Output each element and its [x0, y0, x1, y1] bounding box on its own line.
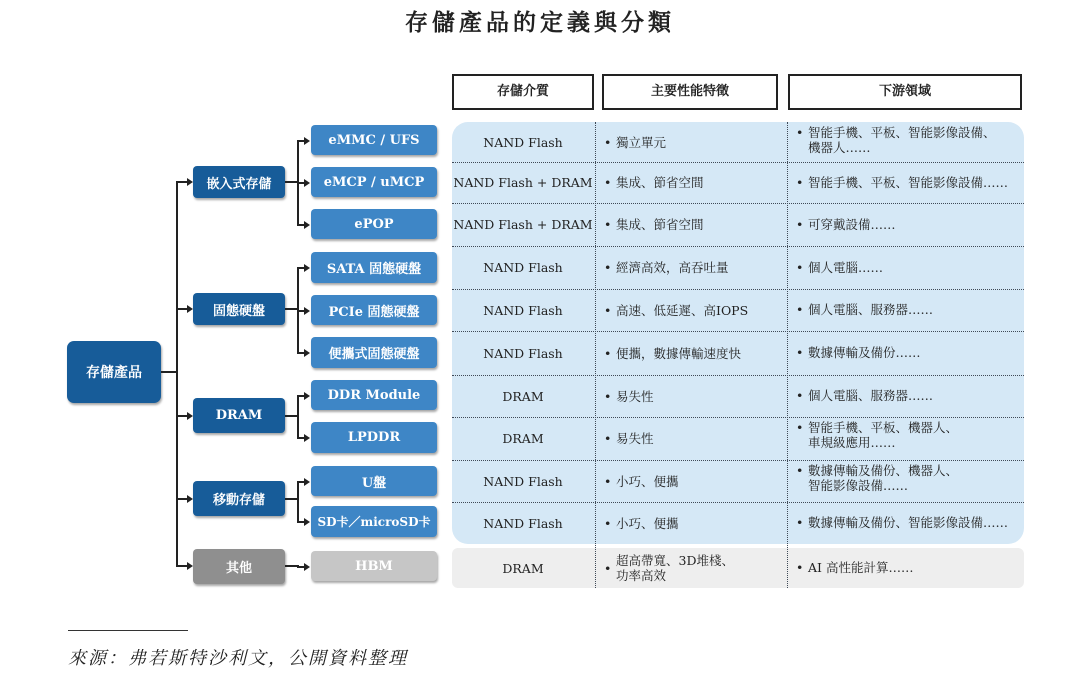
cell-application	[796, 375, 1022, 417]
cell-text	[616, 346, 741, 361]
cell-text	[616, 260, 729, 275]
cell-medium: NAND Flash	[483, 134, 563, 150]
connector-line	[176, 498, 187, 500]
bullet: •	[604, 515, 612, 531]
cell-text	[616, 431, 654, 446]
cell-line: 個人電腦、服務器……	[808, 302, 934, 317]
category-mobile: 移動存儲	[193, 481, 285, 516]
product-sata-ssd: SATA 固態硬盤	[311, 252, 437, 283]
cell-performance	[604, 460, 786, 502]
cell-text	[808, 260, 883, 275]
cell-line: 數據傳輸及備份、智能影像設備……	[808, 515, 1009, 530]
source-note: 來源：弗若斯特沙利文，公開資料整理	[68, 648, 408, 669]
cell-line: 獨立單元	[616, 134, 667, 150]
arrow-head	[304, 137, 310, 145]
product-sd-card: SD卡／microSD卡	[311, 506, 437, 537]
cell-text	[808, 463, 958, 493]
cell-medium: NAND Flash + DRAM	[453, 217, 593, 232]
bullet: •	[796, 174, 804, 190]
bullet: •	[604, 560, 612, 576]
bullet: •	[604, 388, 612, 404]
cell-line: 高速、低延遲、高IOPS	[616, 302, 749, 318]
cell-line: 功率高效	[616, 568, 667, 583]
bullet: •	[796, 515, 804, 530]
column-separator	[787, 122, 788, 588]
cell-application	[796, 289, 1022, 331]
arrow-head	[304, 518, 310, 526]
connector-line	[161, 371, 177, 373]
arrow-head	[187, 305, 193, 313]
cell-medium: NAND Flash	[483, 260, 563, 275]
connector-line	[176, 415, 187, 417]
source-rule	[68, 630, 188, 631]
header-application: 下游領域	[788, 74, 1022, 110]
cell-text	[616, 175, 704, 190]
bullet: •	[604, 175, 612, 190]
cell-text	[616, 135, 666, 150]
cell-application	[796, 502, 1022, 544]
connector-line	[297, 481, 299, 523]
cell-performance	[604, 417, 786, 460]
cell-performance	[604, 246, 786, 289]
cell-line: 個人電腦、服務器……	[808, 388, 934, 403]
cell-application	[796, 460, 1022, 502]
connector-line	[176, 308, 187, 310]
cell-performance	[604, 162, 786, 203]
product-emmc-ufs: eMMC / UFS	[311, 125, 437, 155]
connector-line	[176, 181, 187, 183]
cell-performance	[604, 203, 786, 246]
cell-line: 小巧、便攜	[616, 473, 679, 489]
cell-line: 超高帶寬、3D堆棧、	[616, 553, 734, 568]
cell-text	[808, 420, 958, 450]
cell-application	[796, 417, 1022, 460]
cell-medium: NAND Flash	[483, 302, 563, 318]
cell-line: 智能手機、平板、智能影像設備……	[808, 174, 1009, 190]
cell-line: 車規級應用……	[808, 435, 896, 450]
cell-text	[616, 516, 679, 531]
bullet: •	[796, 463, 804, 478]
category-embedded: 嵌入式存儲	[193, 166, 285, 198]
bullet: •	[604, 260, 612, 275]
cell-text	[616, 389, 654, 404]
arrow-head	[304, 264, 310, 272]
arrow-head	[187, 495, 193, 503]
bullet: •	[604, 302, 612, 318]
cell-medium: NAND Flash	[483, 515, 563, 531]
arrow-head	[304, 221, 310, 229]
arrow-head	[304, 478, 310, 486]
arrow-head	[304, 563, 310, 571]
product-hbm: HBM	[311, 551, 437, 581]
cell-text	[808, 345, 921, 360]
cell-line: 智能影像設備……	[808, 478, 909, 493]
cell-line: 可穿戴設備……	[808, 216, 896, 232]
cell-medium: NAND Flash	[483, 345, 563, 361]
bullet: •	[796, 345, 804, 360]
cell-performance	[604, 331, 786, 375]
category-other: 其他	[193, 549, 285, 584]
cell-text	[808, 560, 913, 575]
cell-line: 經濟高效，高吞吐量	[616, 260, 729, 275]
header-performance: 主要性能特徵	[602, 74, 778, 110]
product-usb-drive: U盤	[311, 466, 437, 496]
cell-application	[796, 122, 1022, 162]
cell-line: 數據傳輸及備份……	[808, 345, 921, 360]
cell-line: 便攜，數據傳輸速度快	[616, 345, 742, 361]
arrow-head	[304, 349, 310, 357]
cell-text	[808, 388, 933, 403]
arrow-head	[304, 392, 310, 400]
cell-line: 智能手機、平板、智能影像設備、	[808, 125, 996, 140]
cell-line: 集成、節省空間	[616, 217, 704, 232]
arrow-head	[187, 562, 193, 570]
cell-line: 易失性	[616, 431, 654, 446]
bullet: •	[604, 431, 612, 446]
arrow-head	[304, 179, 310, 187]
column-separator	[595, 122, 596, 588]
bullet: •	[796, 388, 804, 403]
cell-performance	[604, 502, 786, 544]
cell-performance	[604, 289, 786, 331]
bullet: •	[604, 473, 612, 489]
cell-line: 智能手機、平板、機器人、	[808, 420, 959, 435]
cell-medium: DRAM	[502, 431, 544, 446]
bullet: •	[604, 217, 612, 232]
cell-application	[796, 331, 1022, 375]
connector-line	[176, 181, 178, 566]
cell-performance	[604, 122, 786, 162]
product-ddr-module: DDR Module	[311, 380, 437, 410]
page-title: 存儲產品的定義與分類	[405, 9, 675, 36]
cell-text	[616, 553, 734, 583]
cell-application	[796, 548, 1022, 588]
cell-text	[808, 125, 996, 155]
cell-application	[796, 246, 1022, 289]
cell-medium: NAND Flash	[483, 473, 563, 489]
cell-line: 易失性	[616, 388, 654, 404]
header-medium: 存儲介質	[452, 74, 594, 110]
arrow-head	[187, 178, 193, 186]
connector-line	[176, 565, 187, 567]
cell-application	[796, 203, 1022, 246]
cell-performance	[604, 548, 786, 588]
cell-medium: DRAM	[502, 388, 544, 404]
connector-line	[297, 395, 299, 439]
bullet: •	[604, 345, 612, 361]
cell-medium: NAND Flash + DRAM	[453, 175, 593, 190]
cell-text	[808, 217, 896, 232]
arrow-head	[304, 434, 310, 442]
cell-text	[616, 217, 704, 232]
arrow-head	[304, 307, 310, 315]
bullet: •	[796, 420, 804, 435]
bullet: •	[796, 302, 804, 317]
cell-text	[616, 474, 679, 489]
cell-line: 個人電腦……	[808, 259, 884, 275]
cell-line: 小巧、便攜	[616, 515, 679, 531]
cell-text	[616, 303, 748, 318]
cell-application	[796, 162, 1022, 203]
cell-medium: DRAM	[502, 560, 544, 576]
cell-performance	[604, 375, 786, 417]
root-node: 存儲產品	[67, 341, 161, 403]
cell-text	[808, 515, 1008, 530]
cell-line: AI 高性能計算……	[808, 560, 914, 575]
arrow-head	[187, 412, 193, 420]
category-dram: DRAM	[193, 398, 285, 433]
cell-text	[808, 175, 1008, 190]
bullet: •	[796, 560, 804, 575]
bullet: •	[796, 216, 804, 232]
product-lpddr: LPDDR	[311, 422, 437, 453]
bullet: •	[796, 259, 804, 275]
product-epop: ePOP	[311, 209, 437, 239]
product-emcp-umcp: eMCP / uMCP	[311, 167, 437, 197]
category-ssd: 固態硬盤	[193, 293, 285, 325]
cell-line: 數據傳輸及備份、機器人、	[808, 463, 959, 478]
product-portable-ssd: 便攜式固態硬盤	[311, 337, 437, 368]
cell-line: 集成、節省空間	[616, 175, 704, 190]
bullet: •	[796, 125, 804, 140]
bullet: •	[604, 134, 612, 150]
cell-line: 機器人……	[808, 140, 871, 155]
cell-text	[808, 302, 933, 317]
product-pcie-ssd: PCIe 固態硬盤	[311, 295, 437, 325]
